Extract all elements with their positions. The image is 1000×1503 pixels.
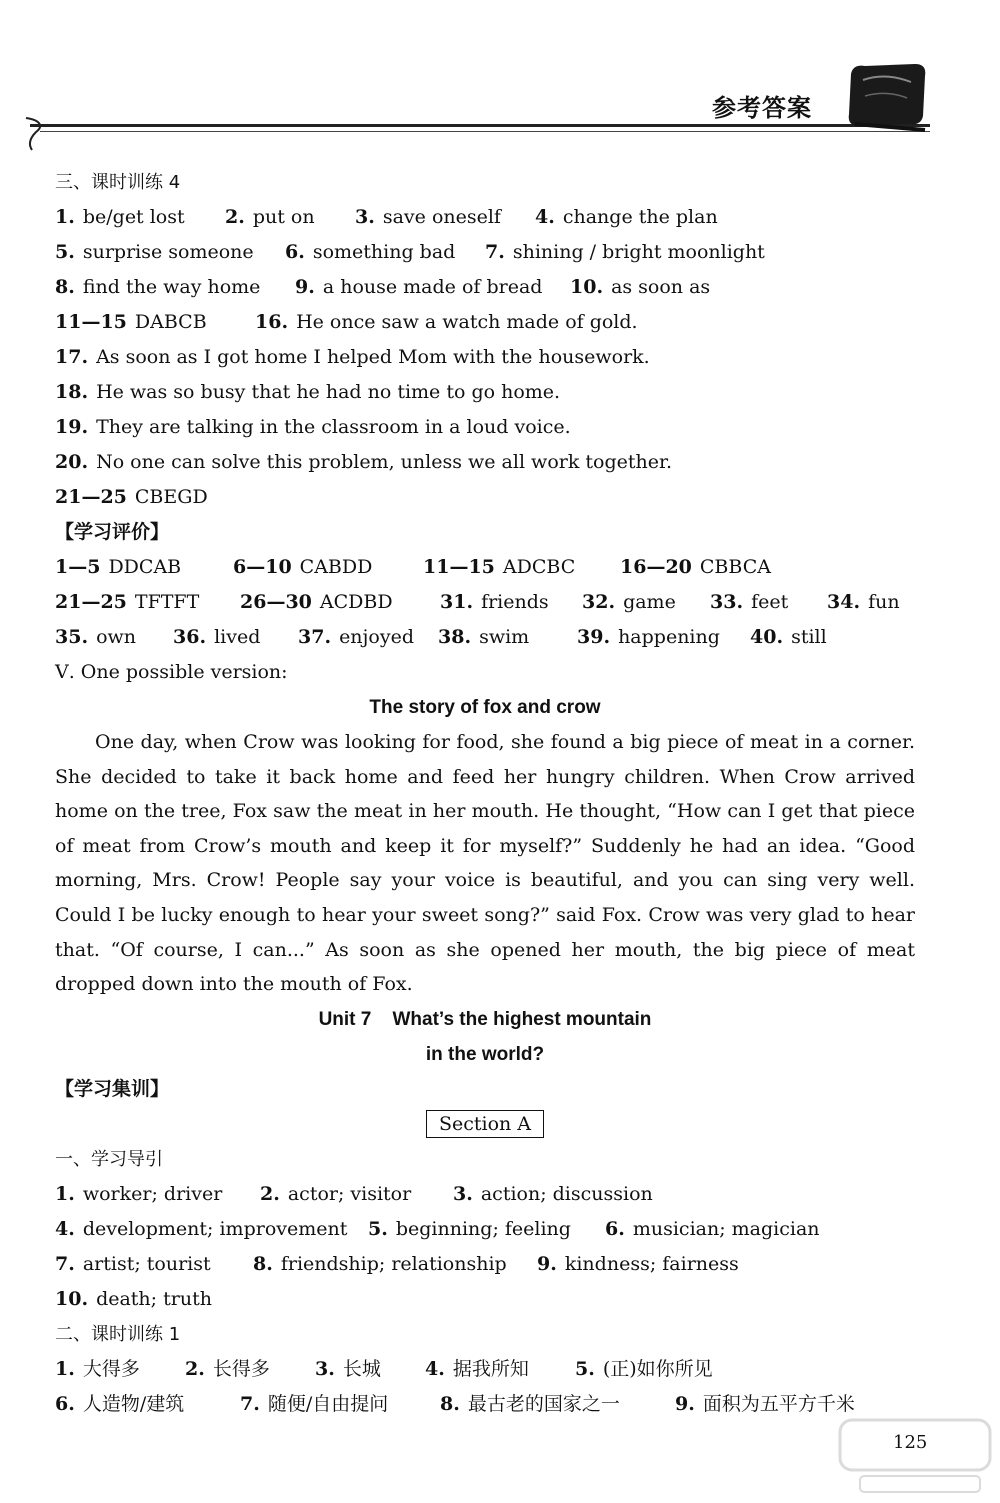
item-number: 21—25	[55, 591, 127, 613]
answer-item	[575, 1352, 713, 1387]
item-answer: actor; visitor	[287, 1182, 412, 1205]
item-answer: something bad	[312, 241, 456, 263]
item-answer: ACDBD	[319, 591, 393, 613]
item-number: 16—20	[620, 556, 692, 578]
section-heading: 二、课时训练 1	[55, 1323, 181, 1345]
answer-item	[55, 445, 672, 480]
item-number: 7.	[55, 1252, 75, 1275]
answer-row	[55, 1212, 915, 1247]
item-number: 5.	[55, 241, 75, 263]
item-answer: 据我所知	[452, 1357, 529, 1380]
item-answer: save oneself	[382, 206, 501, 228]
answer-row	[55, 1282, 915, 1317]
item-answer: own	[96, 626, 137, 648]
answer-item	[185, 1352, 270, 1387]
item-answer: (正)如你所见	[602, 1357, 713, 1380]
item-answer: 长得多	[212, 1357, 270, 1380]
item-answer: 最古老的国家之一	[467, 1392, 620, 1415]
item-number: 6.	[285, 241, 305, 263]
item-number: 10.	[570, 276, 604, 298]
centered-title: The story of fox and crow	[369, 697, 601, 718]
item-answer: CABDD	[299, 556, 373, 578]
item-number: 8.	[440, 1392, 460, 1415]
item-number: 1.	[55, 1357, 75, 1380]
answer-item	[55, 410, 571, 445]
item-number: 40.	[750, 626, 784, 648]
item-number: 1.	[55, 206, 75, 228]
item-answer: CBBCA	[699, 556, 771, 578]
answer-item	[55, 1387, 184, 1422]
item-number: 9.	[537, 1252, 557, 1275]
item-answer: friendship; relationship	[280, 1252, 507, 1275]
answer-item	[485, 235, 765, 270]
item-answer: CBEGD	[134, 486, 208, 508]
item-answer: as soon as	[611, 276, 711, 298]
centered-title: Unit 7 What’s the highest mountain	[318, 1008, 652, 1030]
answer-row	[55, 410, 915, 445]
item-number: 3.	[315, 1357, 335, 1380]
item-number: 2.	[260, 1182, 280, 1205]
answer-item	[570, 270, 710, 305]
answer-row	[55, 480, 915, 515]
section-box	[55, 1107, 915, 1142]
item-answer: 随便/自由提问	[267, 1392, 389, 1415]
answer-item	[55, 1282, 212, 1317]
item-number: 8.	[253, 1252, 273, 1275]
item-number: 7.	[485, 241, 505, 263]
answer-item	[440, 585, 549, 620]
answer-row	[55, 270, 915, 305]
item-answer: 长城	[342, 1357, 381, 1380]
answer-item	[605, 1212, 820, 1247]
flourish-decoration-icon	[18, 112, 58, 152]
item-number: 8.	[55, 276, 75, 298]
page-header	[0, 0, 1000, 150]
item-answer: find the way home	[82, 276, 261, 298]
watermark-icon	[830, 1410, 1000, 1500]
item-answer: death; truth	[96, 1287, 212, 1310]
header-rule	[30, 124, 930, 127]
answer-item	[438, 620, 529, 655]
answer-row	[55, 585, 915, 620]
answer-item	[425, 1352, 529, 1387]
answer-item	[55, 585, 199, 620]
item-answer: change the plan	[562, 206, 718, 228]
item-answer: 人造物/建筑	[82, 1392, 185, 1415]
answer-row	[55, 200, 915, 235]
answer-item	[55, 340, 650, 375]
item-number: 9.	[295, 276, 315, 298]
item-answer: a house made of bread	[322, 276, 543, 298]
item-answer: He was so busy that he had no time to go home.	[96, 381, 561, 403]
item-number: 11—15	[423, 556, 495, 578]
item-number: 5.	[368, 1217, 388, 1240]
item-answer: worker; driver	[82, 1182, 223, 1205]
item-number: 4.	[535, 206, 555, 228]
answer-content	[55, 165, 915, 1422]
item-number: 1.	[55, 1182, 75, 1205]
answer-row	[55, 445, 915, 480]
item-number: 33.	[710, 591, 744, 613]
answer-item	[440, 1387, 620, 1422]
answer-item	[55, 620, 136, 655]
item-number: 21—25	[55, 486, 127, 508]
item-number: 34.	[827, 591, 861, 613]
item-answer: feet	[751, 591, 789, 613]
item-number: 31.	[440, 591, 474, 613]
answer-item	[620, 550, 771, 585]
item-number: 16.	[255, 311, 289, 333]
answer-item	[233, 550, 372, 585]
item-answer: still	[791, 626, 827, 648]
item-number: 19.	[55, 416, 89, 438]
answer-item	[55, 305, 207, 340]
answer-row	[55, 1177, 915, 1212]
item-answer: action; discussion	[480, 1182, 653, 1205]
answer-item	[55, 375, 560, 410]
answer-item	[295, 270, 542, 305]
answer-item	[582, 585, 676, 620]
item-number: 6.	[55, 1392, 75, 1415]
answer-item	[255, 305, 638, 340]
item-number: 36.	[173, 626, 207, 648]
answer-item	[225, 200, 315, 235]
item-answer: beginning; feeling	[395, 1217, 571, 1240]
answer-item	[55, 1212, 347, 1247]
answer-item	[675, 1387, 855, 1422]
answer-item	[710, 585, 788, 620]
item-number: 1—5	[55, 556, 101, 578]
answer-item	[173, 620, 260, 655]
answer-item	[253, 1247, 507, 1282]
answer-row	[55, 375, 915, 410]
bold-heading: 【学习评价】	[55, 521, 170, 543]
item-number: 4.	[55, 1217, 75, 1240]
item-number: 18.	[55, 381, 89, 403]
answer-item	[535, 200, 718, 235]
answer-item	[240, 1387, 388, 1422]
paragraph-text: One day, when Crow was looking for food, she found a big piece of meat in a corner. She decided to take it back home and feed her hungry children. When Crow arrived home on the tree, Fox saw the meat in her mouth. He thought, “How can I get that piece of meat from Crow’s mouth and keep it for myself?” Suddenly he had an idea. “Good morning, Mrs. Crow! People say your voice is beautiful, and you can sing very well. Could I be lucky enough to hear your sweet song?” said Fox. Crow was very glad to hear that. “Of course, I can...” As soon as she opened her mouth, the big piece of meat dropped down into the mouth of Fox.	[55, 731, 915, 996]
answer-item	[55, 270, 260, 305]
answer-item	[260, 1177, 411, 1212]
answer-row	[55, 620, 915, 655]
answer-row	[55, 305, 915, 340]
answer-item	[750, 620, 827, 655]
answer-item	[55, 235, 254, 270]
item-number: 7.	[240, 1392, 260, 1415]
item-answer: DABCB	[134, 311, 207, 333]
item-answer: He once saw a watch made of gold.	[296, 311, 638, 333]
answer-item	[827, 585, 900, 620]
page-number: 125	[893, 1432, 928, 1453]
item-number: 38.	[438, 626, 472, 648]
item-answer: shining / bright moonlight	[512, 241, 765, 263]
item-answer: They are talking in the classroom in a loud voice.	[96, 416, 571, 438]
item-answer: No one can solve this problem, unless we all work together.	[96, 451, 673, 473]
bold-heading: 【学习集训】	[55, 1077, 170, 1100]
item-number: 5.	[575, 1357, 595, 1380]
item-answer: game	[623, 591, 676, 613]
item-answer: musician; magician	[632, 1217, 820, 1240]
item-number: 2.	[225, 206, 245, 228]
centered-title: in the world?	[425, 1043, 545, 1065]
answer-item	[55, 1247, 211, 1282]
header-title: 参考答案	[712, 93, 812, 122]
item-answer: lived	[214, 626, 261, 648]
section-heading: 三、课时训练 4	[55, 172, 181, 193]
item-answer: As soon as I got home I helped Mom with the housework.	[96, 346, 650, 368]
answer-item	[368, 1212, 571, 1247]
answer-row	[55, 1387, 915, 1422]
item-number: 6—10	[233, 556, 292, 578]
item-answer: development; improvement	[82, 1217, 348, 1240]
item-answer: surprise someone	[82, 241, 254, 263]
chalkboard-badge-icon	[845, 60, 930, 132]
answer-item	[240, 585, 393, 620]
item-number: 39.	[577, 626, 611, 648]
answer-item	[298, 620, 414, 655]
item-number: 11—15	[55, 311, 127, 333]
item-answer: kindness; fairness	[564, 1252, 739, 1275]
answer-item	[55, 1177, 222, 1212]
answer-item	[55, 200, 185, 235]
answer-row	[55, 1247, 915, 1282]
answer-row	[55, 1352, 915, 1387]
answer-row	[55, 340, 915, 375]
answer-row	[55, 235, 915, 270]
answer-item	[285, 235, 455, 270]
item-answer: be/get lost	[82, 206, 185, 228]
item-number: 9.	[675, 1392, 695, 1415]
item-number: 4.	[425, 1357, 445, 1380]
item-number: 35.	[55, 626, 89, 648]
item-number: 10.	[55, 1287, 89, 1310]
plain-line: Ⅴ. One possible version:	[55, 661, 288, 683]
item-number: 26—30	[240, 591, 312, 613]
essay-paragraph	[55, 725, 915, 1002]
item-answer: swim	[479, 626, 530, 648]
answer-item	[55, 550, 181, 585]
item-answer: happening	[618, 626, 720, 648]
item-answer: DDCAB	[108, 556, 182, 578]
answer-item	[577, 620, 720, 655]
answer-item	[537, 1247, 739, 1282]
item-number: 17.	[55, 346, 89, 368]
item-answer: ADCBC	[502, 556, 576, 578]
answer-item	[453, 1177, 653, 1212]
answer-item	[315, 1352, 381, 1387]
item-answer: enjoyed	[339, 626, 415, 648]
answer-item	[55, 1352, 140, 1387]
item-answer: 大得多	[82, 1357, 140, 1380]
item-number: 6.	[605, 1217, 625, 1240]
header-rule-thin	[40, 131, 930, 132]
answer-item	[423, 550, 575, 585]
item-answer: TFTFT	[134, 591, 200, 613]
item-number: 2.	[185, 1357, 205, 1380]
item-number: 32.	[582, 591, 616, 613]
item-answer: 面积为五平方千米	[702, 1392, 855, 1415]
item-number: 3.	[355, 206, 375, 228]
answer-row	[55, 550, 915, 585]
answer-item	[355, 200, 501, 235]
item-number: 20.	[55, 451, 89, 473]
section-a-label: Section A	[426, 1110, 544, 1138]
item-number: 3.	[453, 1182, 473, 1205]
section-heading: 一、学习导引	[55, 1148, 163, 1170]
item-answer: put on	[252, 206, 315, 228]
item-number: 37.	[298, 626, 332, 648]
item-answer: fun	[868, 591, 900, 613]
item-answer: friends	[481, 591, 549, 613]
answer-item	[55, 480, 208, 515]
item-answer: artist; tourist	[82, 1252, 211, 1275]
